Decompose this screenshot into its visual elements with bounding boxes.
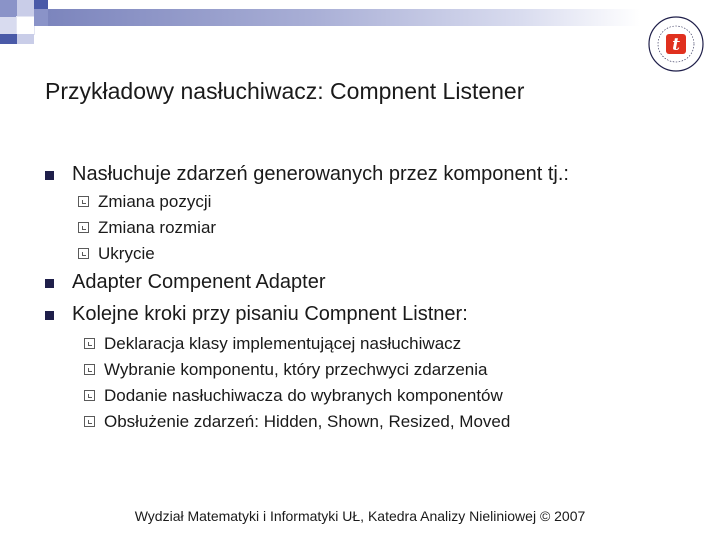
square-bullet-icon (45, 279, 54, 288)
slide-title: Przykładowy nasłuchiwacz: Compnent Listener (45, 78, 525, 104)
university-seal-icon (648, 16, 704, 72)
checkbox-bullet-icon (78, 222, 89, 233)
decorative-header (0, 0, 720, 50)
slide-footer: Wydział Matematyki i Informatyki UŁ, Katedra Analizy Nieliniowej © 2007 (134, 508, 586, 524)
sub-item (104, 386, 503, 406)
sub-item-text: Wybranie komponentu, który przechwyci zdarzenia (104, 360, 488, 379)
bullet-text: Nasłuchuje zdarzeń generowanych przez komponent tj.: (72, 163, 569, 185)
bullet-text: Adapter Compenent Adapter (72, 271, 326, 293)
checkbox-bullet-icon (78, 196, 89, 207)
bullet-item (72, 271, 326, 294)
checkbox-bullet-icon (84, 416, 95, 427)
sub-item (98, 218, 216, 238)
sub-item-text: Zmiana rozmiar (98, 218, 217, 237)
sub-item-text: Obsłużenie zdarzeń: Hidden, Shown, Resized, Moved (104, 412, 511, 431)
bullet-text: Kolejne kroki przy pisaniu Compnent Listner: (72, 303, 468, 325)
sub-item (104, 334, 461, 354)
bullet-item (72, 163, 569, 186)
checkbox-bullet-icon (84, 364, 95, 375)
sub-item (98, 192, 211, 212)
sub-item-text: Deklaracja klasy implementującej nasłuchiwacz (104, 334, 462, 353)
logo-letter: t (672, 35, 680, 55)
bullet-item (72, 303, 468, 326)
sub-item (104, 360, 487, 380)
square-bullet-icon (45, 311, 54, 320)
square-bullet-icon (45, 171, 54, 180)
sub-item-text: Dodanie nasłuchiwacza do wybranych komponentów (104, 386, 503, 405)
sub-item (98, 244, 155, 264)
checkbox-bullet-icon (84, 338, 95, 349)
sub-item-text: Zmiana pozycji (98, 192, 212, 211)
checkbox-bullet-icon (84, 390, 95, 401)
header-gradient-band (48, 9, 640, 26)
checkbox-bullet-icon (78, 248, 89, 259)
sub-item (104, 412, 510, 432)
sub-item-text: Ukrycie (98, 244, 155, 263)
